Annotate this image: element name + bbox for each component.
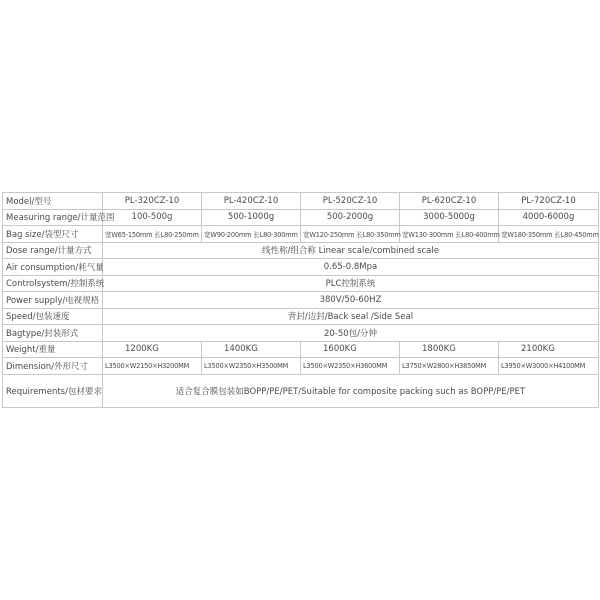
row-label-weight: Weight/重量	[3, 341, 103, 358]
row-label-speed: Speed/包装速度	[3, 308, 103, 325]
bag-size-cell: 宽W65-150mm 长L80-250mm	[103, 226, 202, 243]
row-label-requirements: Requirements/包材要求	[3, 374, 103, 407]
table-row-speed	[3, 308, 599, 325]
weight-cell: 1200KG	[103, 341, 202, 358]
table-row-power-supply	[3, 292, 599, 309]
row-label-air-consumption: Air consumption/耗气量	[3, 259, 103, 276]
air-consumption-value: 0.65-0.8Mpa	[103, 259, 599, 276]
row-label-bag-size: Bag size/袋型尺寸	[3, 226, 103, 243]
model-cell: PL-420CZ-10	[202, 193, 301, 210]
model-cell: PL-620CZ-10	[400, 193, 499, 210]
bag-size-cell: 宽W90-200mm 长L80-300mm	[202, 226, 301, 243]
speed-value: 背封/边封/Back seal /Side Seal	[103, 308, 599, 325]
measuring-range-cell: 4000-6000g	[499, 209, 599, 226]
table-row-dimension	[3, 358, 599, 375]
bag-size-cell: 宽W120-250mm 长L80-350mm	[301, 226, 400, 243]
measuring-range-cell: 100-500g	[103, 209, 202, 226]
dimension-cell: L3750×W2800×H3850MM	[400, 358, 499, 375]
measuring-range-cell: 500-1000g	[202, 209, 301, 226]
row-label-measuring-range: Measuring range/计量范围	[3, 209, 103, 226]
table-row-dose-range	[3, 242, 599, 259]
row-label-model: Model/型号	[3, 193, 103, 210]
dimension-cell: L3950×W3000×H4100MM	[499, 358, 599, 375]
dimension-cell: L3500×W2350×H3500MM	[202, 358, 301, 375]
dose-range-value: 线性称/组合称 Linear scale/combined scale	[103, 242, 599, 259]
bag-type-value: 20-50包/分钟	[103, 325, 599, 342]
table-row-weight	[3, 341, 599, 358]
table-row-air-consumption	[3, 259, 599, 276]
table-row-bag-size	[3, 226, 599, 243]
control-system-value: PLC控制系统	[103, 275, 599, 292]
weight-cell: 1600KG	[301, 341, 400, 358]
table-row-bag-type	[3, 325, 599, 342]
table-row-requirements	[3, 374, 599, 407]
row-label-power-supply: Power supply/电视规格	[3, 292, 103, 309]
spec-table	[2, 192, 599, 408]
bag-size-cell: 宽W130-300mm 长L80-400mm	[400, 226, 499, 243]
weight-cell: 1800KG	[400, 341, 499, 358]
bag-size-cell: 宽W180-350mm 长L80-450mm	[499, 226, 599, 243]
weight-cell: 1400KG	[202, 341, 301, 358]
model-cell: PL-320CZ-10	[103, 193, 202, 210]
model-cell: PL-720CZ-10	[499, 193, 599, 210]
measuring-range-cell: 500-2000g	[301, 209, 400, 226]
row-label-dimension: Dimension/外形尺寸	[3, 358, 103, 375]
measuring-range-cell: 3000-5000g	[400, 209, 499, 226]
dimension-cell: L3500×W2350×H3600MM	[301, 358, 400, 375]
weight-cell: 2100KG	[499, 341, 599, 358]
row-label-dose-range: Dose range/计量方式	[3, 242, 103, 259]
table-row-model	[3, 193, 599, 210]
power-supply-value: 380V/50-60HZ	[103, 292, 599, 309]
row-label-bag-type: Bagtype/封装形式	[3, 325, 103, 342]
model-cell: PL-520CZ-10	[301, 193, 400, 210]
row-label-control-system: Controlsystem/控制系统	[3, 275, 103, 292]
table-row-control-system	[3, 275, 599, 292]
requirements-value: 适合复合膜包装如BOPP/PE/PET/Suitable for composite packing such as BOPP/PE/PET	[103, 374, 599, 407]
table-row-measuring-range	[3, 209, 599, 226]
dimension-cell: L3500×W2150×H3200MM	[103, 358, 202, 375]
